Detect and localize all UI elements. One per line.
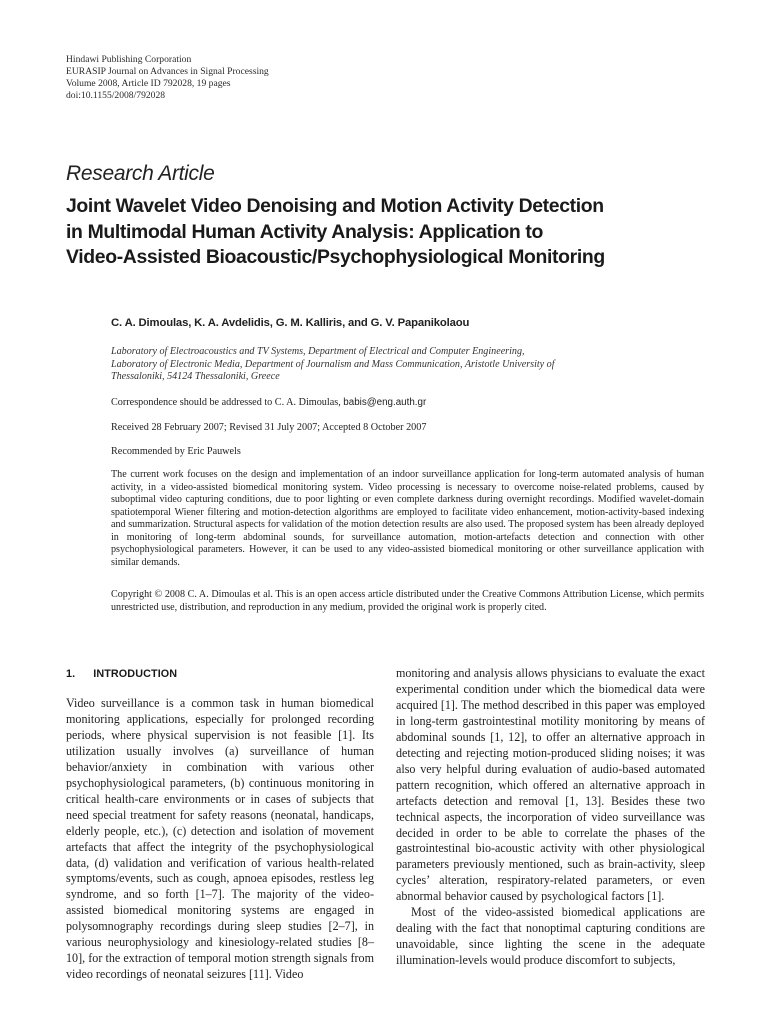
correspondence (111, 397, 426, 410)
doi: doi:10.1155/2008/792028 (66, 90, 166, 101)
article-type: Research Article (66, 162, 215, 185)
affiliation-line: Thessaloniki, 54124 Thessaloniki, Greece (111, 371, 280, 383)
body-column-right (396, 666, 705, 969)
journal-header (66, 54, 269, 102)
recommended-by: Recommended by Eric Pauwels (111, 446, 241, 457)
title-line: Joint Wavelet Video Denoising and Motion Activity Detection (66, 195, 604, 217)
history-dates: Received 28 February 2007; Revised 31 July 2007; Accepted 8 October 2007 (111, 422, 427, 433)
paper-title (66, 194, 746, 271)
correspondence-email[interactable]: babis@eng.auth.gr (343, 397, 427, 408)
body-paragraph: Most of the video-assisted biomedical applications are dealing with the fact that nonoptimal capturing conditions are unavoidable, since lighting the scene in the adequate illumination-levels would produce discomfort to subjects, (396, 905, 705, 968)
body-column-left (66, 696, 374, 983)
volume-info: Volume 2008, Article ID 792028, 19 pages (66, 78, 231, 89)
copyright-notice: Copyright © 2008 C. A. Dimoulas et al. This is an open access article distributed under the Creative Commons Attribution License, which permits unrestricted use, distribution, and reproduction in any medium, provided the original work is properly cited. (111, 589, 704, 614)
affiliation-line: Laboratory of Electronic Media, Department of Journalism and Mass Communication, Aristotle University of (111, 358, 555, 370)
correspondence-text: Correspondence should be addressed to C. A. Dimoulas, (111, 397, 344, 408)
abstract: The current work focuses on the design and implementation of an indoor surveillance application for long-term automated analysis of human activity, in a video-assisted biomedical monitoring system. Video processing is necessary to overcome noise-related problems, caused by suboptimal video capturing conditions, due to poor lighting or even complete darkness during overnight recordings. Modified wavelet-domain spatiotemporal Wiener filtering and motion-detection algorithms are employed to facilitate video enhancement, motion-activity-based indexing and summarization. Structural aspects for validation of the motion detection results are also used. The proposed system has been already deployed in monitoring of long-term abdominal sounds, for surveillance automation, motion-artefacts detection and connection with other psychophysiological parameters. However, it can be used to any video-assisted biomedical monitoring or other surveillance application with similar demands. (111, 469, 704, 568)
section-number: 1. (66, 668, 76, 680)
affiliations (111, 346, 631, 384)
affiliation-line: Laboratory of Electroacoustics and TV Systems, Department of Electrical and Computer Engineering, (111, 346, 525, 357)
title-line: in Multimodal Human Activity Analysis: Application to (66, 220, 544, 243)
journal-name: EURASIP Journal on Advances in Signal Processing (66, 66, 269, 77)
author-list: C. A. Dimoulas, K. A. Avdelidis, G. M. Kalliris, and G. V. Papanikolaou (111, 317, 470, 329)
section-title: INTRODUCTION (93, 668, 178, 680)
title-line: Video-Assisted Bioacoustic/Psychophysiological Monitoring (66, 246, 605, 268)
body-paragraph: Video surveillance is a common task in human biomedical monitoring applications, especially for prolonged recording periods, where physical supervision is not feasible [1]. Its utilization usually involves (a) surveillance of human behavior/anxiety in combination with various other psychophysiological parameters, (b) continuous monitoring in critical health-care environments or in cases of subjects that need special treatment for safety reasons (neonatal, handicaps, elderly people, etc.), (c) detection and isolation of movement artefacts that affect the integrity of the psychophysiological data, (d) validation and verification of various health-related symptoms/events, such as cough, apnoea episodes, restless leg syndrome, and so forth [1–7]. The majority of the video-assisted biomedical monitoring systems are engaged in polysomnography recordings during sleep studies [2–7], in various neurophysiology and kinesiology-related studies [8–10], for the extraction of temporal motion strength signals from video recordings of neonatal seizures [11]. Video (66, 696, 374, 982)
body-paragraph: monitoring and analysis allows physicians to evaluate the exact experimental condition under which the biomedical data were acquired [1]. The method described in this paper was employed in long-term gastrointestinal motility monitoring by means of abdominal sounds [1, 12], to offer an alternative approach in detecting and rejecting motion-produced sliding noises; it was also very helpful during evaluation of audio-based automated pattern recognition, which offered an alternative approach in artefacts detection and removal [1, 13]. Besides these two technical aspects, the incorporation of video surveillance was decided in order to be able to correlate the phases of the gastrointestinal bio-acoustic activity with other physiological parameters previously mentioned, such as brain-activity, sleep cycles’ alteration, respiratory-related parameters, or even abnormal behavior caused by psychological factors [1]. (396, 666, 705, 904)
section-heading (66, 668, 177, 680)
publisher: Hindawi Publishing Corporation (66, 54, 192, 65)
